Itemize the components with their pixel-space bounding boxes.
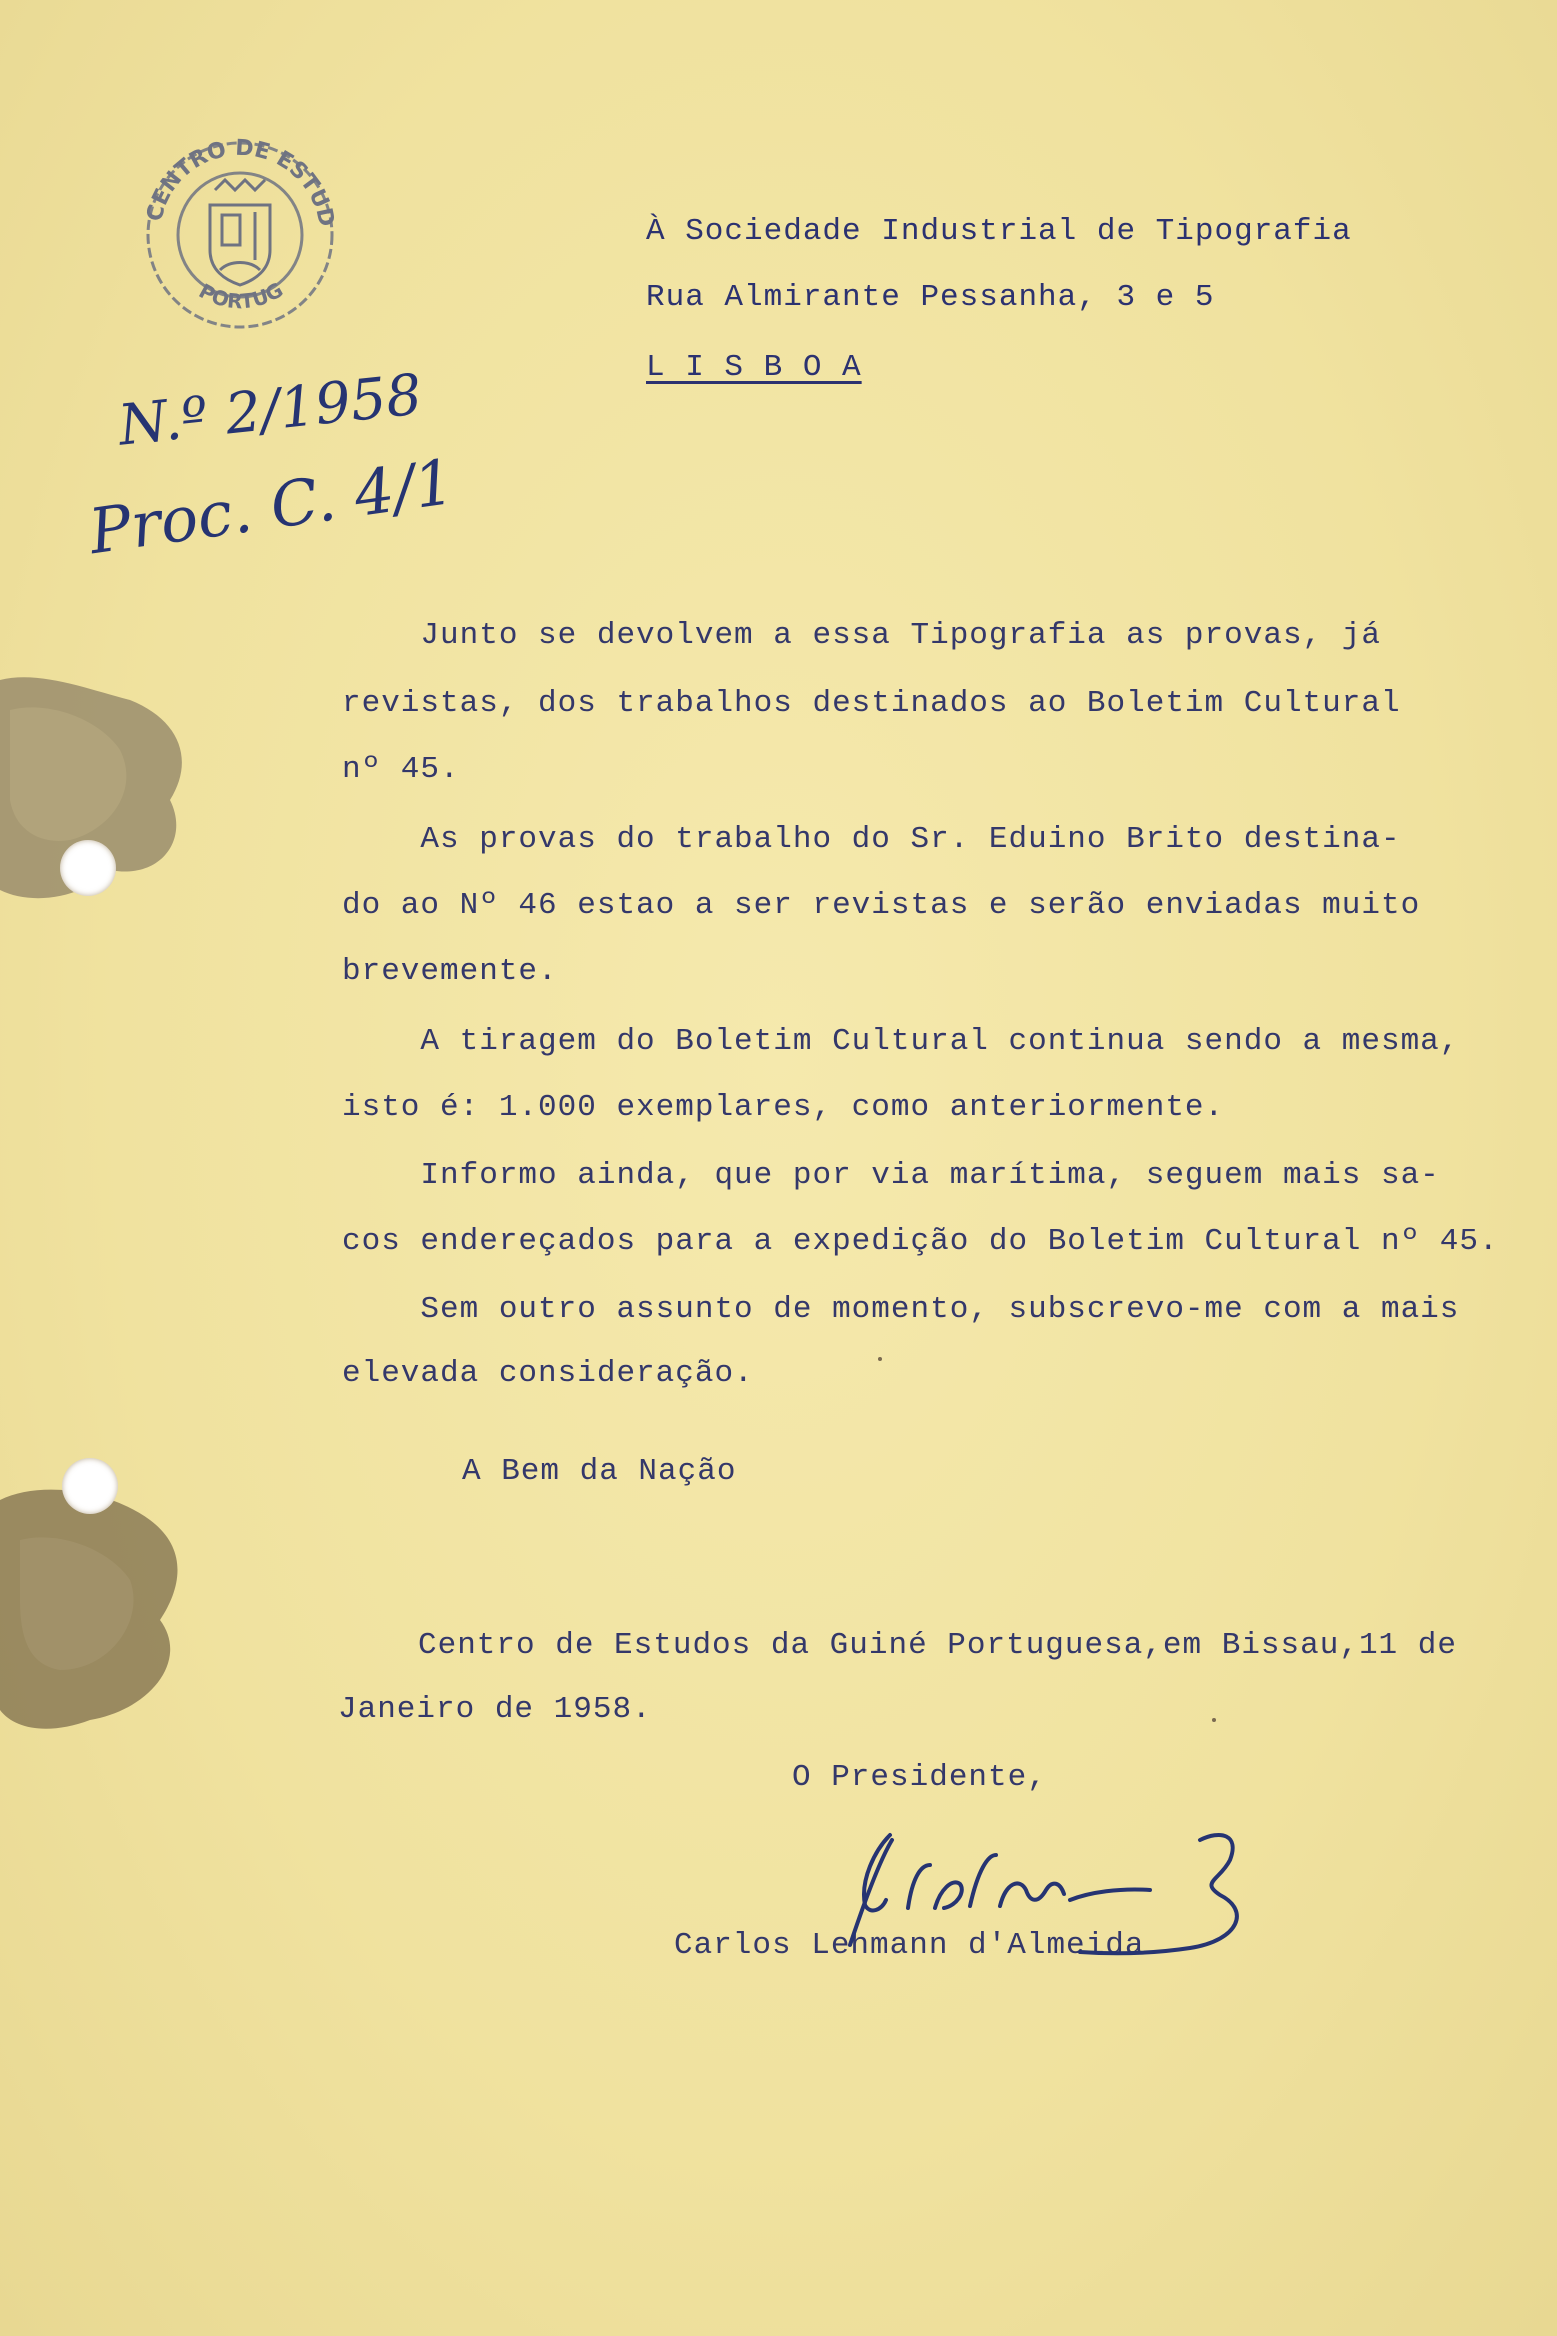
signatory-name: Carlos Lehmann d'Almeida (674, 1928, 1145, 1963)
body-p4-line1: Informo ainda, que por via marítima, seguem mais sa- (342, 1158, 1440, 1193)
body-p3-line1: A tiragem do Boletim Cultural continua sendo a mesma, (342, 1024, 1460, 1059)
handwritten-reference-number: N.º 2/1958 (115, 362, 425, 459)
body-p1-line1: Junto se devolvem a essa Tipografia as provas, já (342, 618, 1381, 653)
place-date-line-2: Janeiro de 1958. (338, 1692, 652, 1727)
place-date-line-1: Centro de Estudos da Guiné Portuguesa,em Bissau,11 de (418, 1628, 1457, 1663)
body-p2-line3: brevemente. (342, 954, 558, 989)
body-p2-line1: As provas do trabalho do Sr. Eduino Brito destina- (342, 822, 1401, 857)
signatory-role: O Presidente, (792, 1760, 1047, 1795)
punch-hole-upper (60, 840, 116, 896)
body-p1-line3: nº 45. (342, 752, 460, 787)
coat-of-arms-icon (210, 180, 270, 285)
punch-hole-lower (62, 1458, 118, 1514)
body-p5-line2: elevada consideração. (342, 1356, 754, 1391)
svg-text:CENTRO DE ESTUDOS: CENTRO DE ESTUDOS (120, 101, 339, 229)
body-p3-line2: isto é: 1.000 exemplares, como anteriormente. (342, 1090, 1225, 1125)
handwritten-process-number: Proc. C. 4/1 (84, 444, 459, 569)
institution-stamp (120, 101, 350, 350)
svg-text:PORTUG: PORTUG (194, 277, 288, 314)
stain-lower (0, 1480, 200, 1740)
addressee-line-2: Rua Almirante Pessanha, 3 e 5 (646, 280, 1215, 315)
handwritten-signature (820, 1820, 1340, 1970)
addressee-line-1: À Sociedade Industrial de Tipografia (646, 214, 1352, 249)
body-p4-line2: cos endereçados para a expedição do Boletim Cultural nº 45. (342, 1224, 1499, 1259)
body-p1-line2: revistas, dos trabalhos destinados ao Boletim Cultural (342, 686, 1401, 721)
salutation: A Bem da Nação (462, 1454, 737, 1489)
addressee-city: L I S B O A (646, 350, 862, 385)
paper-speck (1212, 1718, 1216, 1722)
body-p5-line1: Sem outro assunto de momento, subscrevo-me com a mais (342, 1292, 1460, 1327)
body-p2-line2: do ao Nº 46 estao a ser revistas e serão enviadas muito (342, 888, 1421, 923)
paper-speck (878, 1357, 882, 1361)
